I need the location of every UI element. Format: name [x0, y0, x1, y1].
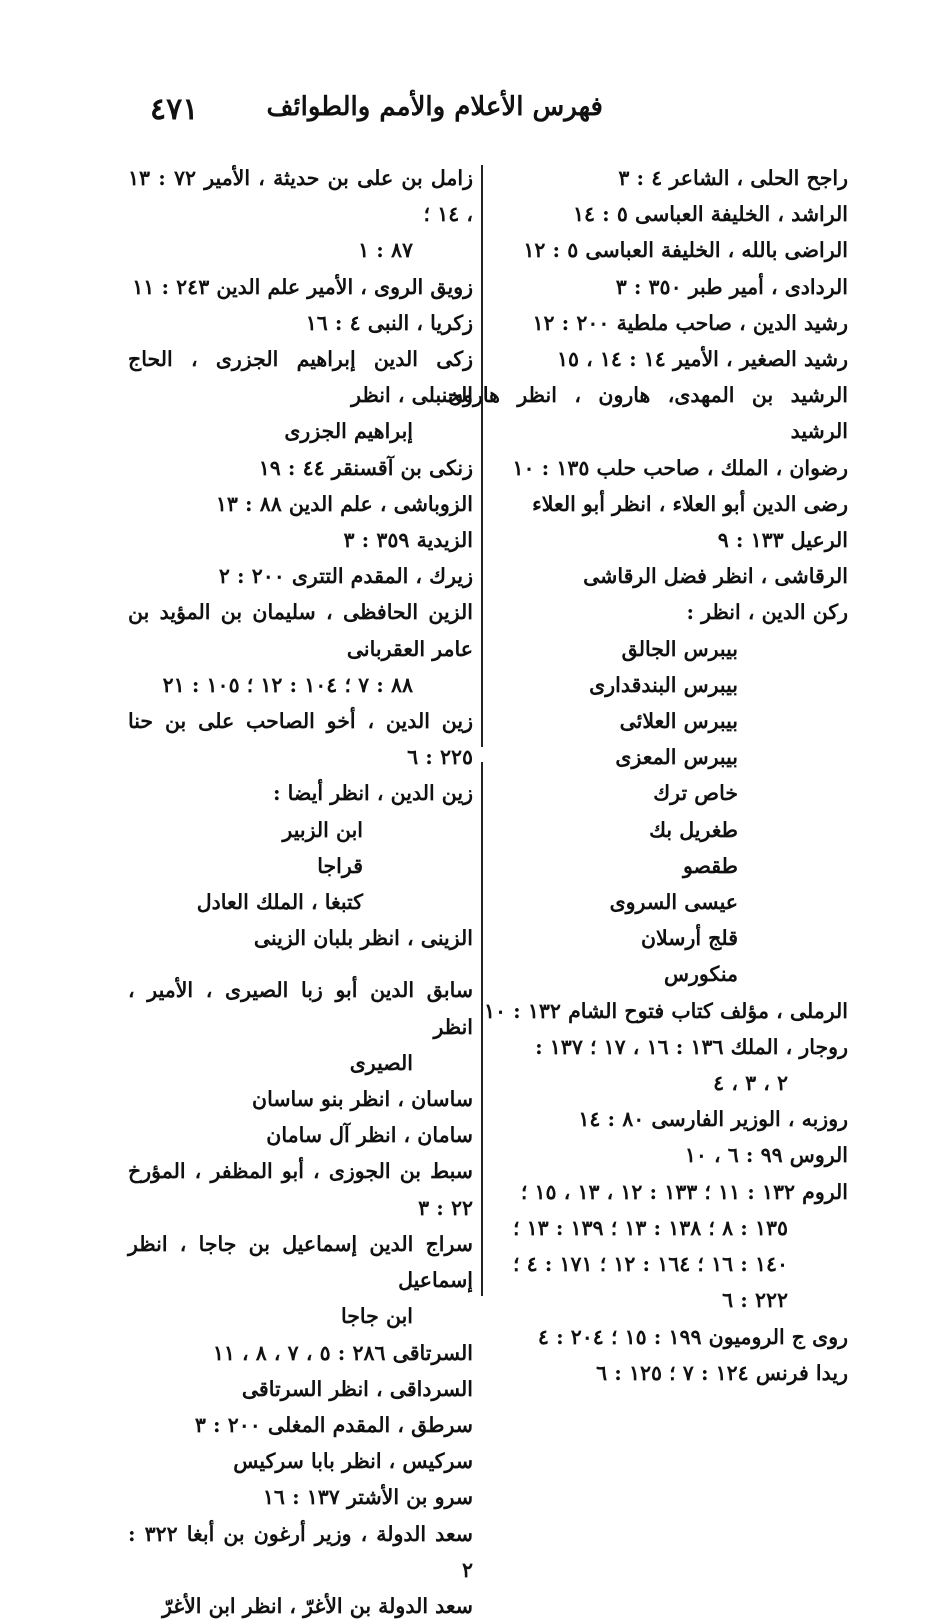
- index-subentry: [448, 667, 848, 703]
- index-subentry: [448, 884, 848, 920]
- entry-text: قراجا: [317, 853, 363, 878]
- entry-text: الرشيد بن المهدى، هارون ، انظر هارون الرشيد: [448, 383, 848, 444]
- entry-text: سعد الدولة بن الأغرّ ، انظر ابن الأغرّ: [162, 1593, 473, 1618]
- index-column-left: [128, 160, 473, 1624]
- index-subentry: [448, 631, 848, 667]
- index-entry: [448, 196, 848, 232]
- entry-text: السرداقى ، انظر السرتاقى: [241, 1376, 473, 1401]
- entry-text: سامان ، انظر آل سامان: [266, 1123, 473, 1148]
- index-entry: [128, 1081, 473, 1117]
- index-subentry: [128, 812, 473, 848]
- index-entry: [128, 269, 473, 305]
- entry-text: الزوباشى ، علم الدين ٨٨ : ١٣: [215, 491, 473, 516]
- entry-continuation: ١٤٠ : ١٦ ؛ ١٦٤ : ١٢ ؛ ١٧١ : ٤ ؛: [513, 1252, 788, 1277]
- entry-text: رشيد الدين ، صاحب ملطية ٢٠٠ : ١٢: [532, 310, 848, 335]
- entry-text: الروس ٩٩ : ٦ ، ١٠: [684, 1143, 848, 1168]
- entry-text: سابق الدين أبو زبا الصيرى ، الأمير ، انظر: [128, 978, 473, 1039]
- index-entry: [128, 775, 473, 811]
- index-subentry: [448, 775, 848, 811]
- entry-text: الردادى ، أمير طبر ٣٥٠ : ٣: [615, 274, 848, 299]
- entry-text: الروم ١٣٢ : ١١ ؛ ١٣٣ : ١٢ ، ١٣ ، ١٥ ؛: [520, 1179, 848, 1204]
- index-entry: [128, 1153, 473, 1225]
- index-entry: [448, 1355, 848, 1391]
- index-subentry: [448, 703, 848, 739]
- entry-text: سراج الدين إسماعيل بن جاجا ، انظر إسماعيل: [128, 1231, 473, 1293]
- index-entry: [128, 1588, 473, 1624]
- entry-text: رشيد الصغير ، الأمير ١٤ : ١٤ ، ١٥: [557, 347, 848, 372]
- entry-text: روزبه ، الوزير الفارسى ٨٠ : ١٤: [578, 1107, 848, 1132]
- entry-text: سرطق ، المقدم المغلى ٢٠٠ : ٣: [194, 1412, 473, 1437]
- entry-text: ريدا فرنس ١٢٤ : ٧ ؛ ١٢٥ : ٦: [596, 1360, 848, 1385]
- index-entry: [128, 703, 473, 775]
- entry-text: سركيس ، انظر بابا سركيس: [233, 1449, 473, 1474]
- entry-text: كتبغا ، الملك العادل: [196, 890, 363, 915]
- entry-continuation: إبراهيم الجزرى: [284, 419, 413, 444]
- index-entry: [128, 1443, 473, 1479]
- index-entry: [128, 450, 473, 486]
- index-entry: [448, 1319, 848, 1355]
- entry-continuation: ٨٧ : ١: [358, 238, 413, 263]
- entry-continuation: ابن جاجا: [341, 1304, 413, 1329]
- index-entry: [448, 1029, 848, 1101]
- entry-text: ساسان ، انظر بنو ساسان: [252, 1087, 473, 1112]
- index-entry: [448, 377, 848, 449]
- entry-continuation: ١٣٥ : ٨ ؛ ١٣٨ : ١٣ ؛ ١٣٩ : ١٣ ؛: [513, 1215, 788, 1240]
- entry-text: زكريا ، النبى ٤ : ١٦: [305, 310, 473, 335]
- index-entry: [448, 341, 848, 377]
- index-entry: [128, 558, 473, 594]
- entry-text: الزيدية ٣٥٩ : ٣: [343, 528, 473, 553]
- index-entry: [448, 1101, 848, 1137]
- index-entry: [448, 1174, 848, 1246]
- index-entry: [448, 486, 848, 522]
- index-entry: [128, 1335, 473, 1371]
- entry-text: خاص ترك: [653, 781, 738, 806]
- entry-text: زين الدين ، انظر أيضا :: [272, 781, 473, 806]
- index-subentry: [128, 884, 473, 920]
- index-column-right: [448, 160, 848, 1391]
- entry-text: الرقاشى ، انظر فضل الرقاشى: [583, 564, 848, 589]
- index-entry: [448, 305, 848, 341]
- entry-continuation: الصيرى: [349, 1050, 413, 1075]
- page-header: [150, 92, 603, 132]
- index-entry: [128, 972, 473, 1081]
- entry-text: منكورس: [663, 962, 738, 987]
- entry-text: طقصو: [682, 853, 738, 878]
- entry-continuation: ٨٨ : ٧ ؛ ١٠٤ : ١٢ ؛ ١٠٥ : ٢١: [162, 672, 413, 697]
- index-entry: [448, 993, 848, 1029]
- page-number: ٤٧١: [150, 92, 199, 127]
- entry-text: سبط بن الجوزى ، أبو المظفر ، المؤرخ ٢٢ : ٣: [128, 1159, 473, 1220]
- entry-text: زنكى بن آقسنقر ٤٤ : ١٩: [258, 455, 473, 480]
- entry-text: زامل بن على بن حديثة ، الأمير ٧٢ : ١٣ ، ١٤ ؛: [128, 166, 473, 227]
- entry-text: قلج أرسلان: [640, 926, 738, 951]
- index-entry: [448, 1282, 848, 1318]
- index-entry: [448, 160, 848, 196]
- index-entry: [128, 341, 473, 450]
- index-entry: [448, 1246, 848, 1282]
- entry-text: بيبرس العلائى: [619, 709, 738, 734]
- index-entry: [128, 486, 473, 522]
- entry-text: روجار ، الملك ١٣٦ : ١٦ ، ١٧ ؛ ١٣٧ :: [535, 1034, 848, 1059]
- index-entry: [448, 558, 848, 594]
- entry-text: راجح الحلى ، الشاعر ٤ : ٣: [618, 166, 848, 190]
- entry-text: روى ج الروميون ١٩٩ : ١٥ ؛ ٢٠٤ : ٤: [537, 1324, 848, 1349]
- index-entry: [448, 232, 848, 268]
- entry-text: ابن الزبير: [282, 817, 363, 842]
- section-gap: [128, 956, 473, 972]
- index-entry: [128, 1226, 473, 1335]
- entry-text: زكى الدين إبراهيم الجزرى ، الحاج الحنبلى ، انظر: [128, 347, 473, 408]
- index-subentry: [128, 848, 473, 884]
- index-entry: [448, 450, 848, 486]
- index-entry: [448, 1137, 848, 1173]
- entry-text: زويق الروى ، الأمير علم الدين ٢٤٣ : ١١: [132, 274, 473, 299]
- index-entry: [448, 269, 848, 305]
- entry-text: ركن الدين ، انظر :: [686, 600, 848, 625]
- entry-continuation: ٢٢٢ : ٦: [722, 1288, 788, 1313]
- index-entry: [128, 1479, 473, 1515]
- index-entry: [128, 1407, 473, 1443]
- entry-text: الراضى بالله ، الخليفة العباسى ٥ : ١٢: [523, 238, 848, 263]
- entry-text: زيرك ، المقدم التترى ٢٠٠ : ٢: [218, 564, 473, 589]
- entry-text: سرو بن الأشتر ١٣٧ : ١٦: [262, 1485, 473, 1510]
- index-entry: [128, 305, 473, 341]
- entry-text: الزينى ، انظر بلبان الزينى: [253, 926, 473, 951]
- entry-text: الرملى ، مؤلف كتاب فتوح الشام ١٣٢ : ١٠: [484, 998, 848, 1023]
- entry-text: طغريل بك: [649, 817, 738, 842]
- index-subentry: [448, 739, 848, 775]
- entry-continuation: ٢ ، ٣ ، ٤: [713, 1071, 788, 1096]
- entry-text: رضوان ، الملك ، صاحب حلب ١٣٥ : ١٠: [512, 455, 848, 480]
- index-entry: [128, 920, 473, 956]
- index-entry: [128, 1371, 473, 1407]
- index-entry: [128, 522, 473, 558]
- entry-text: رضى الدين أبو العلاء ، انظر أبو العلاء: [532, 491, 848, 516]
- index-entry: [448, 594, 848, 630]
- entry-text: بيبرس المعزى: [615, 745, 738, 770]
- entry-text: بيبرس البندقدارى: [589, 672, 738, 697]
- entry-text: السرتاقى ٢٨٦ : ٥ ، ٧ ، ٨ ، ١١: [212, 1340, 473, 1365]
- index-subentry: [448, 956, 848, 992]
- entry-text: سعد الدولة ، وزير أرغون بن أبغا ٣٢٢ : ٢: [128, 1521, 473, 1582]
- index-entry: [128, 1516, 473, 1588]
- index-entry: [128, 160, 473, 269]
- page-title: فهرس الأعلام والأمم والطوائف: [266, 92, 603, 122]
- index-subentry: [448, 920, 848, 956]
- index-entry: [448, 522, 848, 558]
- entry-text: عيسى السروى: [609, 890, 738, 915]
- index-entry: [128, 1117, 473, 1153]
- entry-text: الرعيل ١٣٣ : ٩: [717, 528, 848, 553]
- entry-text: زين الدين ، أخو الصاحب على بن حنا ٢٢٥ : ٦: [128, 709, 473, 770]
- entry-text: بيبرس الجالق: [621, 636, 738, 661]
- entry-text: الزين الحافظى ، سليمان بن المؤيد بن عامر العقربانى: [128, 600, 473, 661]
- index-subentry: [448, 812, 848, 848]
- index-entry: [128, 594, 473, 703]
- index-subentry: [448, 848, 848, 884]
- entry-text: الراشد ، الخليفة العباسى ٥ : ١٤: [573, 202, 848, 227]
